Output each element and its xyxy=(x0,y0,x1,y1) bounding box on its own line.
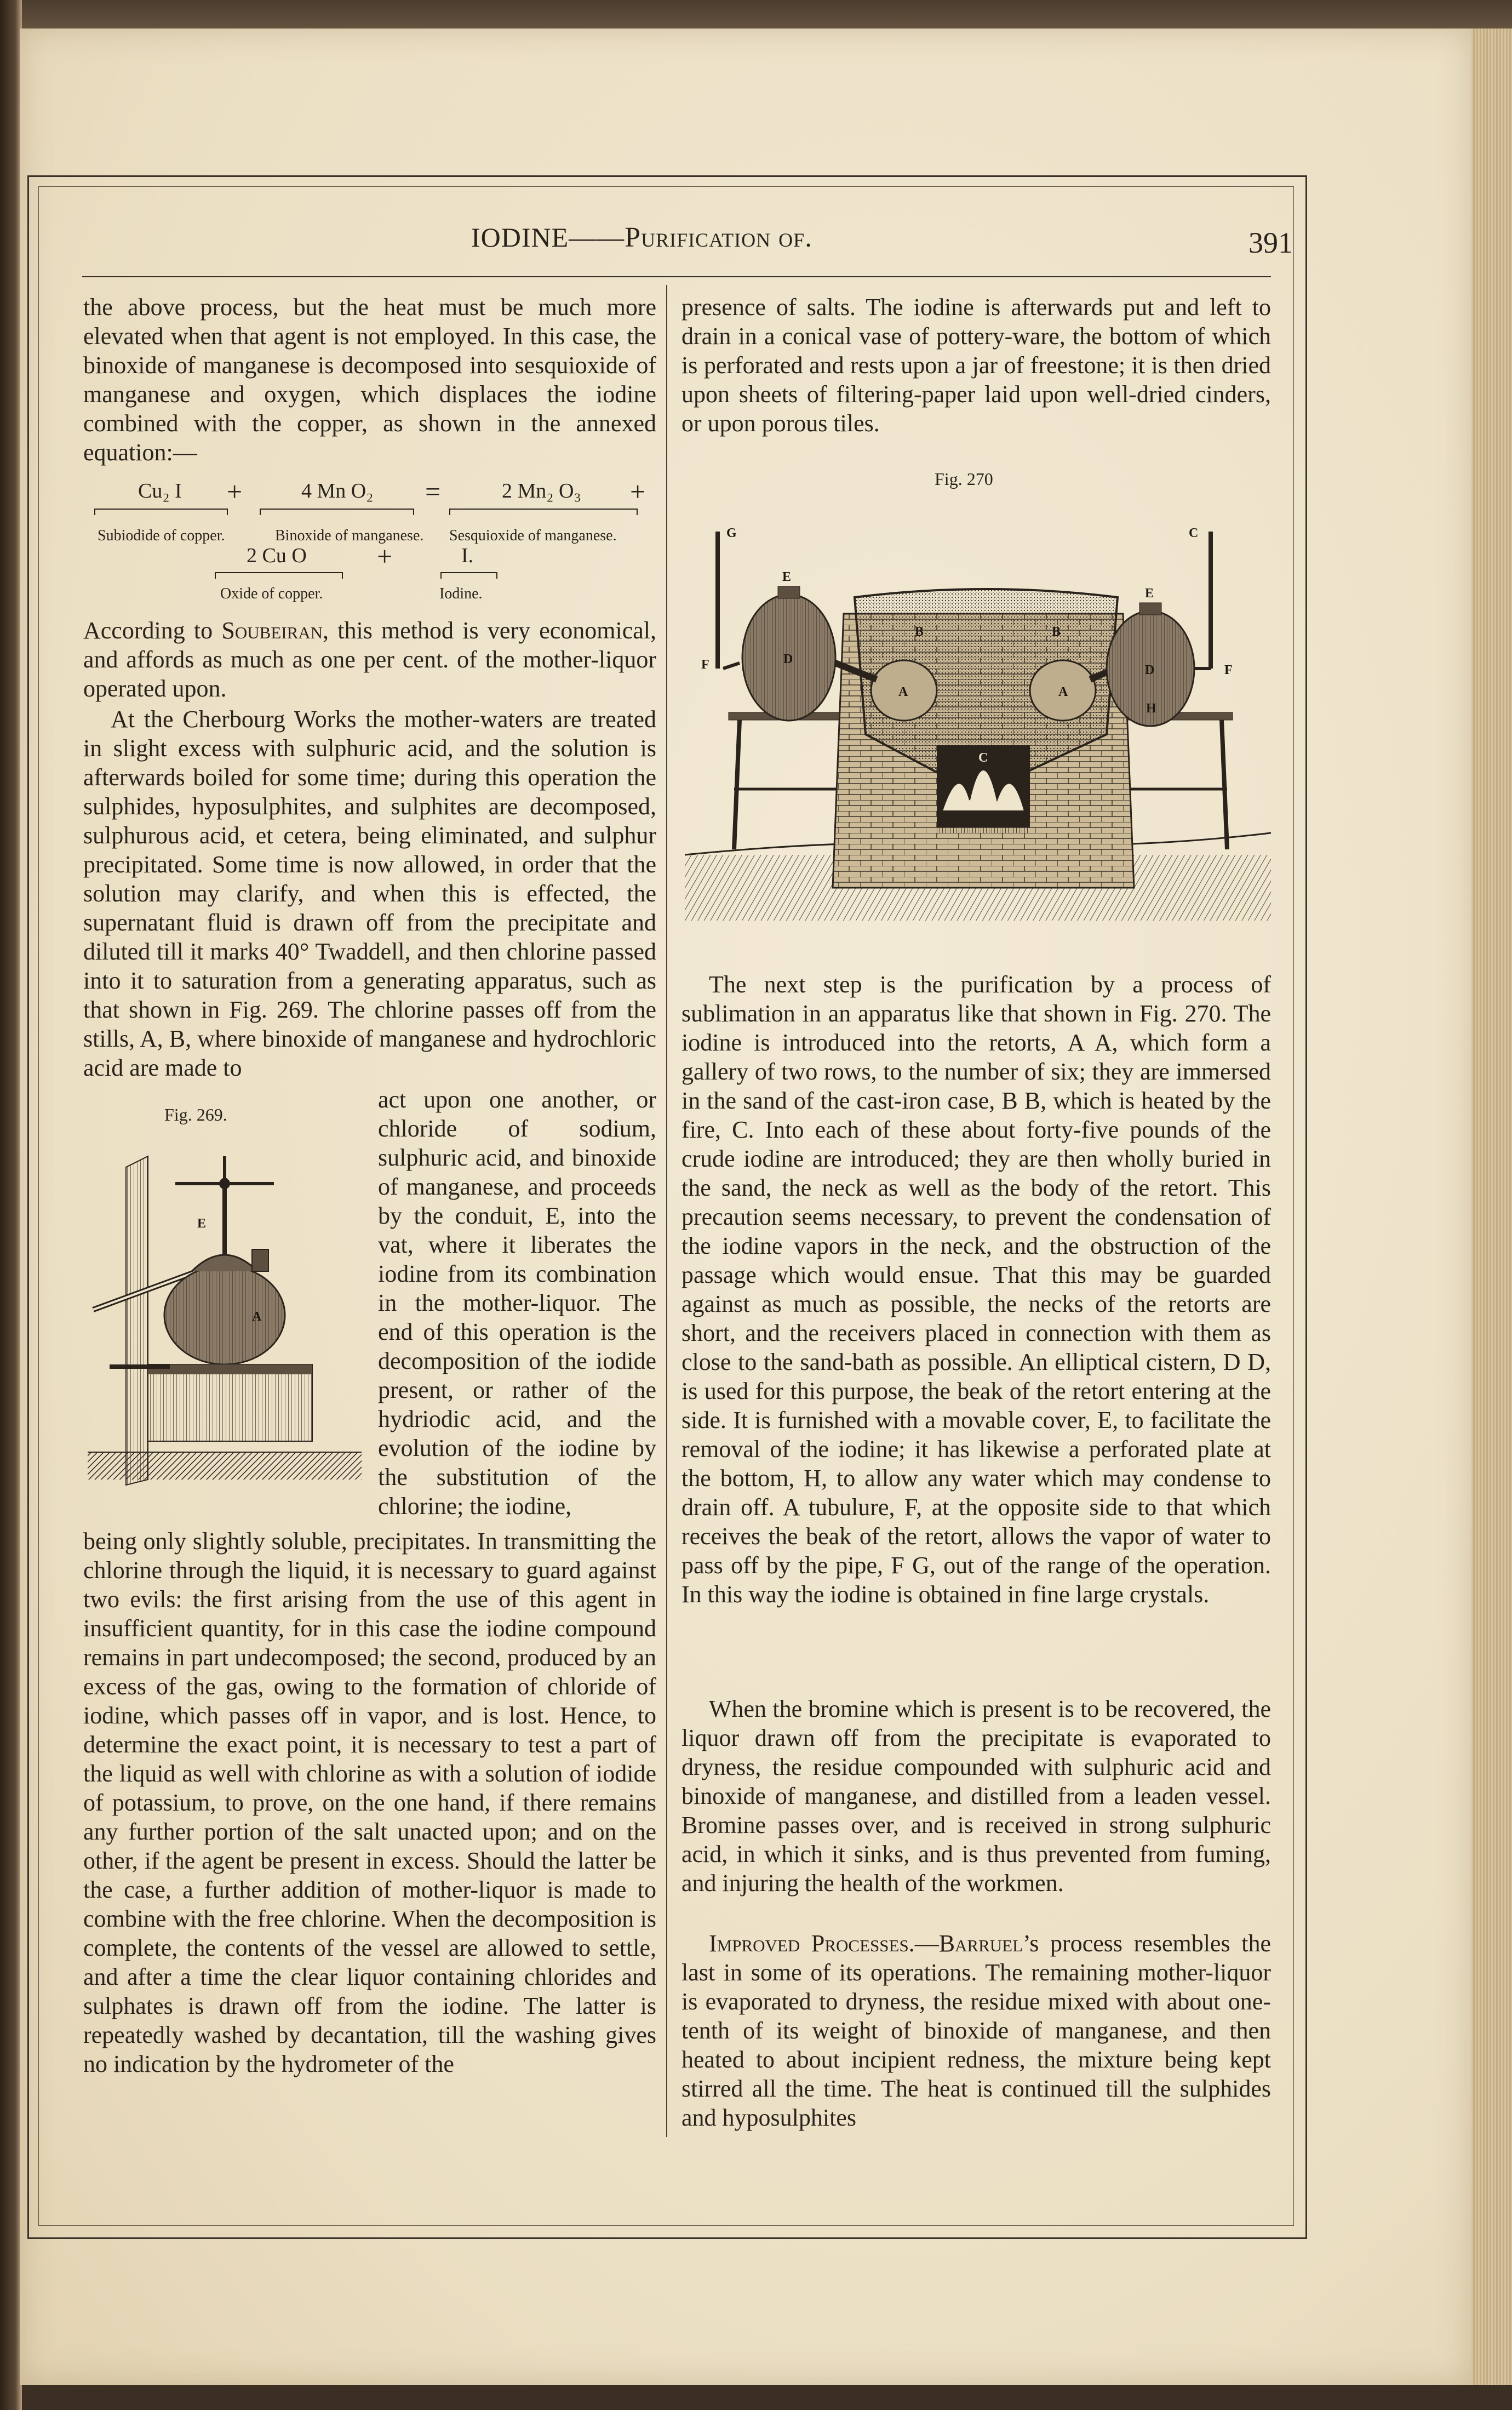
header-title-dash: —— xyxy=(569,222,625,253)
eq-term-4: 2 Cu O xyxy=(247,544,307,567)
eq-term-5: I. xyxy=(461,544,474,567)
section-heading-improved-processes: Improved Processes. xyxy=(709,1930,915,1957)
eq-plus-2: + xyxy=(630,476,646,507)
left-paragraph-3-continued xyxy=(83,1527,656,2078)
fig270-label-f-right: F xyxy=(1224,663,1233,677)
eq-brace-1 xyxy=(94,509,228,515)
running-header xyxy=(471,221,1161,260)
right-paragraph-3 xyxy=(681,1694,1271,1898)
left-para3-text: At the Cherbourg Works the mother-waters are treated in slight excess with sulphuric acid, and the solution is afterwards boiled for some time; during this operation the sulphides, hyposulphites, and sulphites are decomposed, sulphurous acid, et cetera, being eliminated, and sulphur precipitated. Some time is now allowed, in order that the solution may clarify, and when this is effected, the supernatant fluid is drawn off from the precipitate and diluted till it marks 40° Twaddell, and then chlorine passed into it to saturation from a generating apparatus, such as that shown in Fig. 269. The chlorine passes off from the stills, A, B, where binoxide of manganese and hydrochloric acid are made to xyxy=(83,706,656,1081)
header-title-main: IODINE xyxy=(471,222,569,253)
eq-term-1: Cu₂ I xyxy=(138,479,182,502)
fig270-label-b-1: B xyxy=(915,625,924,639)
eq-brace-5 xyxy=(440,572,497,579)
header-rule xyxy=(82,276,1271,277)
right-paragraph-2 xyxy=(681,970,1271,1609)
eq-plus-3: + xyxy=(377,541,393,572)
eq-term-3: 2 Mn₂ O₃ xyxy=(502,479,581,502)
eq-plus-1: + xyxy=(227,476,243,507)
fig270-label-b-2: B xyxy=(1052,625,1061,639)
left-paragraph-2 xyxy=(83,616,656,703)
right-paragraph-1 xyxy=(681,293,1271,438)
eq-label-1: Subiodide of copper. xyxy=(98,527,225,544)
page-number: 391 xyxy=(1248,226,1293,259)
left-paragraph-3 xyxy=(83,705,656,1082)
eq-label-4: Oxide of copper. xyxy=(220,585,323,602)
author-barruel: Barruel xyxy=(938,1930,1023,1957)
author-soubeiran: Soubeiran xyxy=(221,617,323,644)
fig270-label-f-left: F xyxy=(701,658,709,672)
fig270-label-c-top: C xyxy=(1189,526,1199,540)
fig270-label-e-right: E xyxy=(1145,586,1154,601)
left-paragraph-3-beside-figure xyxy=(378,1085,656,1521)
eq-brace-4 xyxy=(215,572,343,579)
eq-brace-3 xyxy=(449,509,638,515)
fig270-caption: Fig. 270 xyxy=(935,469,993,489)
eq-label-2: Binoxide of manganese. xyxy=(275,527,424,544)
book-spine xyxy=(0,0,22,2410)
fig269-label-a: A xyxy=(252,1310,262,1324)
page-fore-edge xyxy=(1471,28,1512,2385)
chemical-equation xyxy=(83,476,656,613)
column-rule xyxy=(666,285,667,2137)
left-para3-rest-text: being only slightly soluble, precipitates. In transmitting the chlorine through the liquid, it is necessary to guard against two evils: the first arising from the use of this agent in insufficient quantity, for in this case the iodine compound remains in part undecomposed; the second, produced by an excess of the gas, owing to the formation of chloride of iodine, which passes off in vapor, and is lost. Hence, to determine the exact point, it is necessary to test a part of the liquid as well with chlorine as with a solution of iodide of potassium, to prove, on the one hand, if there remains any further portion of the salt unacted upon; and on the other, if the agent be present in excess. Should the latter be the case, a further addition of mother-liquor is made to combine with the free chlorine. When the decomposition is complete, the contents of the vessel are allowed to settle, and after a time the clear liquor containing chlorides and sulphates is drawn off from the iodine. The latter is repeatedly washed by decantation, till the washing gives no indication by the hydrometer of the xyxy=(83,1528,656,2077)
fig269-caption: Fig. 269. xyxy=(164,1105,227,1124)
fig270-label-a-2: A xyxy=(1058,685,1068,699)
eq-term-2: 4 Mn O₂ xyxy=(301,479,374,502)
right-para2-text: The next step is the purification by a process of sublimation in an apparatus like that shown in Fig. 270. The iodine is introduced into the retorts, A A, which form a gallery of two rows, to the number of six; they are immersed in the sand of the cast-iron case, B B, which is heated by the fire, C. Into each of these about forty-five pounds of the crude iodine are introduced; they are then wholly buried in the sand, the neck as well as the body of the retort. This precaution seems necessary, to prevent the condensation of the iodine vapors in the neck, and the obstruction of the passage which would ensue. That this may be guarded against as much as possible, the necks of the retorts are short, and the receivers placed in connection with them as close to the sand-bath as possible. An elliptical cistern, D D, is used for this purpose, the beak of the retort entering at the side. It is furnished with a movable cover, E, to facilitate the removal of the iodine; it has likewise a perforated plate at the bottom, H, to allow any water which may condense to drain off. A tubulure, F, at the opposite side to that which receives the beak of the retort, allows the vapor of water to pass off by the pipe, F G, out of the range of the operation. In this way the iodine is obtained in fine large crystals. xyxy=(681,971,1271,1608)
fig270-label-e-left: E xyxy=(782,570,792,584)
fig270-label-d-right: D xyxy=(1145,663,1155,677)
fig270-label-a-1: A xyxy=(898,685,908,699)
right-paragraph-4 xyxy=(681,1929,1271,2132)
left-paragraph-1 xyxy=(83,293,656,467)
fig270-illustration xyxy=(685,504,1271,932)
fig270-label-c-fire: C xyxy=(978,751,988,765)
left-para2-post: , this method is very economical, and affords as much as one per cent. of the mother-liquor operated upon. xyxy=(83,617,657,702)
eq-label-5: Iodine. xyxy=(439,585,483,602)
eq-brace-2 xyxy=(260,509,414,515)
eq-equals: = xyxy=(425,476,441,507)
header-title-rest: Purification of. xyxy=(625,222,813,253)
eq-label-3: Sesquioxide of manganese. xyxy=(449,527,617,544)
fig270-label-g: G xyxy=(726,526,737,540)
fig269-label-e: E xyxy=(197,1217,207,1231)
left-para2-pre: According to xyxy=(83,617,222,644)
fig270-label-d-left: D xyxy=(783,652,793,666)
right-para4-text: ’s process resembles the last in some of its operations. The remaining mother-liquor is evaporated to dryness, the residue mixed with about one-tenth of its weight of binoxide of manganese, and then heated to about incipient redness, the mixture being kept stirred all the time. The heat is continued till the sulphides and hyposulphites xyxy=(681,1930,1271,2131)
left-para3-beside-text: act upon one another, or chloride of sodium, sulphuric acid, and binoxide of manganese, and proceeds by the conduit, E, into the vat, where it liberates the iodine from its combination in the mother-liquor. The end of this operation is the decomposition of the iodide present, or rather of the hydriodic acid, and the evolution of the iodine by the substitution of the chlorine; the iodine, xyxy=(378,1086,656,1520)
right-para1-text: presence of salts. The iodine is afterwards put and left to drain in a conical vase of pottery-ware, the bottom of which is perforated and rests upon a jar of freestone; it is then dried upon sheets of filtering-paper laid upon well-dried cinders, or upon porous tiles. xyxy=(681,294,1271,437)
left-para1-text: the above process, but the heat must be much more elevated when that agent is not employed. In this case, the binoxide of manganese is decomposed into sesquioxide of manganese and oxygen, which displaces the iodine combined with the copper, as shown in the annexed equation:— xyxy=(83,294,656,466)
fig269-illustration xyxy=(88,1145,362,1501)
right-para3-text: When the bromine which is present is to be recovered, the liquor drawn off from the precipitate is evaporated to dryness, the residue compounded with sulphuric acid and binoxide of manganese, and distilled from a leaden vessel. Bromine passes over, and is received in strong sulphuric acid, in which it sinks, and is thus prevented from fuming, and injuring the health of the workmen. xyxy=(681,1695,1271,1897)
heading-dash: — xyxy=(914,1930,939,1957)
fig270-label-h: H xyxy=(1146,701,1156,716)
